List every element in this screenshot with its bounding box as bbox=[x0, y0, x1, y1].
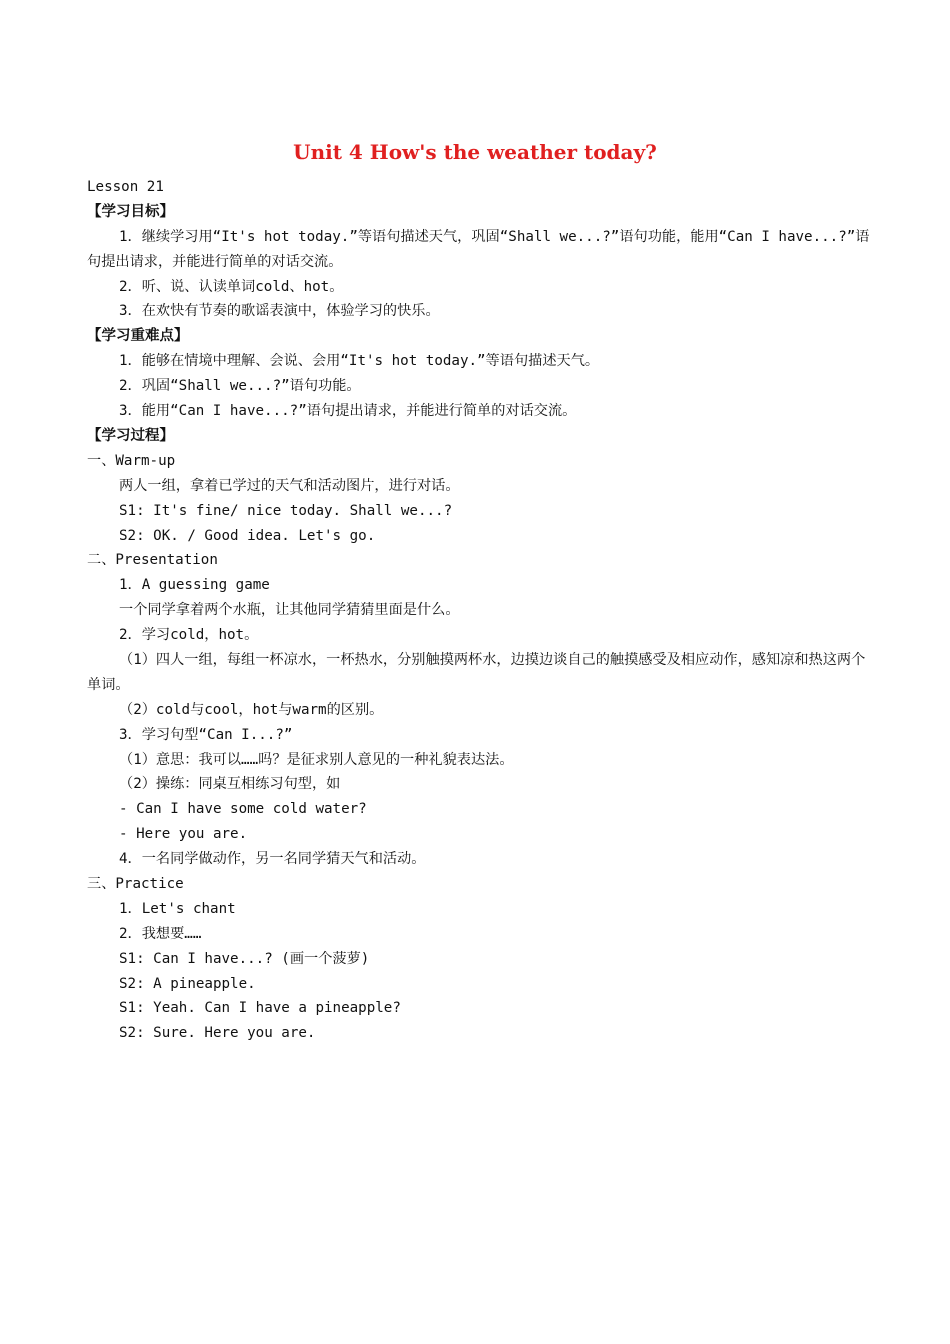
practice-line: S2: Sure. Here you are. bbox=[119, 1025, 316, 1042]
practice-line: 2．我想要…… bbox=[119, 925, 202, 942]
document-title: Unit 4 How's the weather today? bbox=[293, 140, 657, 164]
presentation-line: - Here you are. bbox=[119, 826, 248, 843]
objectives-heading: 【学习目标】 bbox=[87, 203, 174, 220]
practice-line: 1．Let's chant bbox=[119, 900, 236, 917]
objective-item: 1．继续学习用“It's hot today.”等语句描述天气，巩固“Shall we...?”语句功能，能用“Can I have...?”语句提出请求，并能进行简单的对话交流。 bbox=[87, 228, 870, 270]
lesson-label: Lesson 21 bbox=[87, 179, 164, 195]
practice-heading: 三、Practice bbox=[87, 876, 184, 892]
practice-line: S1: Can I have...? (画一个菠萝) bbox=[119, 950, 370, 967]
warmup-line: S1: It's fine/ nice today. Shall we...? bbox=[119, 502, 453, 519]
presentation-line: 3．学习句型“Can I...?” bbox=[119, 726, 293, 743]
objective-item: 2．听、说、认读单词cold、hot。 bbox=[119, 278, 344, 295]
presentation-line: （2）操练：同桌互相练习句型，如 bbox=[119, 776, 341, 793]
presentation-line: （2）cold与cool，hot与warm的区别。 bbox=[119, 701, 384, 718]
warmup-line: S2: OK. / Good idea. Let's go. bbox=[119, 527, 376, 544]
key-point-item: 2．巩固“Shall we...?”语句功能。 bbox=[119, 378, 361, 395]
presentation-line: 2．学习cold，hot。 bbox=[119, 627, 259, 644]
presentation-line: （1）四人一组，每组一杯凉水，一杯热水，分别触摸两杯水，边摸边谈自己的触摸感受及相应动作，感知凉和热这两个单词。 bbox=[87, 651, 866, 693]
practice-line: S2: A pineapple. bbox=[119, 975, 256, 992]
warmup-heading: 一、Warm-up bbox=[87, 452, 176, 469]
key-point-item: 3．能用“Can I have...?”语句提出请求，并能进行简单的对话交流。 bbox=[119, 403, 577, 420]
presentation-line: （1）意思：我可以……吗？是征求别人意见的一种礼貌表达法。 bbox=[119, 751, 514, 768]
warmup-line: 两人一组，拿着已学过的天气和活动图片，进行对话。 bbox=[119, 477, 460, 494]
key-point-item: 1．能够在情境中理解、会说、会用“It's hot today.”等语句描述天气。 bbox=[119, 353, 600, 370]
presentation-line: - Can I have some cold water? bbox=[119, 801, 367, 818]
process-heading: 【学习过程】 bbox=[87, 427, 174, 444]
presentation-line: 4．一名同学做动作，另一名同学猜天气和活动。 bbox=[119, 851, 426, 868]
document-body bbox=[87, 175, 877, 1046]
presentation-heading: 二、Presentation bbox=[87, 552, 218, 569]
key-points-heading: 【学习重难点】 bbox=[87, 328, 189, 345]
practice-line: S1: Yeah. Can I have a pineapple? bbox=[119, 1000, 401, 1017]
objective-item: 3．在欢快有节奏的歌谣表演中，体验学习的快乐。 bbox=[119, 303, 440, 320]
presentation-line: 1．A guessing game bbox=[119, 577, 270, 594]
presentation-line: 一个同学拿着两个水瓶，让其他同学猜猜里面是什么。 bbox=[119, 602, 460, 619]
